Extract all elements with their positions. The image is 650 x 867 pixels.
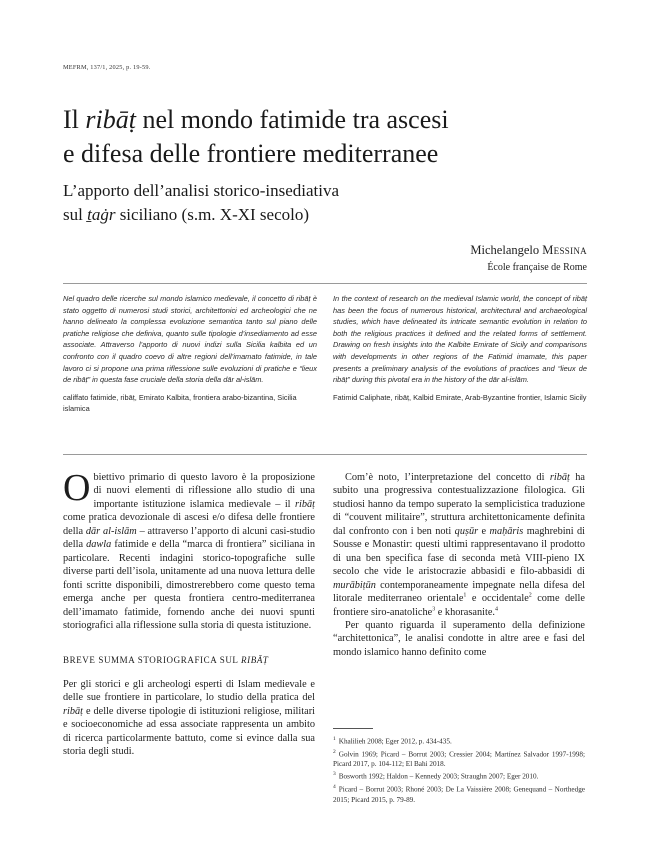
keywords-italian: califfato fatimide, ribāṭ, Emirato Kalbita, frontiera arabo-bizantina, Sicilia islamica	[63, 392, 297, 414]
author-name	[470, 243, 587, 258]
divider-abstract	[63, 454, 587, 455]
footnote	[333, 734, 585, 747]
abstract-english	[333, 293, 587, 403]
article-title-line-1	[63, 105, 449, 135]
footnotes	[333, 734, 585, 805]
section-heading	[63, 654, 315, 667]
author-first-name: Michelangelo	[470, 243, 540, 257]
divider-top	[63, 283, 587, 284]
section-paragraph: Per gli storici e gli archeologi esperti di Islam medievale e delle sue frontiere in particolare, lo studio della pratica del ribāṭ e delle diverse tipologie di istituzioni religiose, militari e socioeconomiche ad essa associate rappresenta un ambito di ricerca particolarmente battuto, come si evince dalla sua storia degli studi.	[63, 678, 315, 758]
author-last-name: Messina	[542, 243, 587, 257]
footnote-number: 1	[333, 736, 336, 742]
abstract-italian-text: Nel quadro delle ricerche sul mondo islamico medievale, il concetto di ribāṭ è stato oggetto di numerosi studi storici, architettonici ed archeologici che ne hanno delineato la complessa evoluzione semantica tanto sul piano delle pratiche religiose che definiva, quanto sulle tipologie d’insediamento ad esse associate. Attraverso l’apporto di nuovi indizi sulla Sicilia kalbita ed un confronto con il quadro coevo di altre regioni dell’imamato fatimide, in tale lavoro ci si propone una prima riflessione sulle evoluzioni di pratiche e “lieux de ribāṭ” in questa fase cruciale della storia della dār al-islām.	[63, 294, 317, 385]
body-paragraph-2: Per quanto riguarda il superamento della definizione “architettonica”, le analisi condotte in altre aree e fasi del mondo islamico hanno definito come	[333, 619, 585, 658]
footnote	[333, 747, 585, 770]
article-subtitle-line-1: L’apporto dell’analisi storico-insediativa	[63, 181, 340, 200]
footnote-text: Bosworth 1992; Haldon – Kennedy 2003; Straughn 2007; Eger 2010.	[338, 772, 539, 781]
footnote	[333, 782, 585, 805]
section-heading-term: RIBĀṬ	[241, 655, 269, 666]
footnote-text: Golvin 1969; Picard – Borrut 2003; Cressier 2004; Martínez Salvador 1997-1998; Picard 2017, p. 104-112; El Bahi 2018.	[333, 749, 585, 769]
footnote	[333, 769, 585, 782]
intro-text: biettivo primario di questo lavoro è la proposizione di nuovi elementi di riflessione allo studio di una importante istituzione islamica medievale – il ribāṭ come pratica devozionale di ascesi e/o difesa delle frontiere della dār al-islām – attraverso l’apporto di alcuni casi-studio della dawla fatimide e della “marca di frontiera” siciliana in particolare. Recenti indagini storico-topografiche sulle diverse parti dell’isola, unitamente ad una nuova lettura delle fonti scritte disponibili, dimostrerebbero come questo tema emerga anche per questa frontiera centro-mediterranea dell’imamato fatimide, fornendo anche dei nuovi spunti storiografici alla riflessione sulla storia di questa istituzione.	[63, 472, 315, 631]
title-text: Il	[63, 105, 86, 134]
article-title-line-2: e difesa delle frontiere mediterranee	[63, 139, 439, 168]
body-paragraph-1: Com’è noto, l’interpretazione del concetto di ribāṭ ha subito una progressiva contestualizzazione filologica. Gli studiosi hanno da tempo superato la semplicistica traduzione di “couvent militaire”, struttura architettonicamente definita dal confronto con i ben noti quṣūr e maḥāris maghrebini di Sousse e Monastir: questi ultimi rappresentavano il prodotto di una ben specifica fase di seconda metà VIII-pieno IX secolo che vide le aristocrazie abbasidi e filo-abbasidi di murābiṭūn contemporaneamente impegnate nella difesa del litorale mediterraneo orientale$^1$ e occidentale$^2$ come delle frontiere siro-anatoliche$^3$ e khorasanite.$^4$	[333, 472, 586, 618]
journal-reference: MEFRM, 137/1, 2025, p. 19-59.	[63, 64, 151, 71]
intro-paragraph	[63, 467, 315, 632]
title-term-italic: ribāṭ	[85, 105, 136, 134]
article-subtitle-line-2	[63, 204, 309, 226]
footnote-number: 3	[333, 771, 336, 778]
body-column-left	[63, 467, 315, 759]
keywords-english: Fatimid Caliphate, ribāṭ, Kalbid Emirate, Arab-Byzantine frontier, Islamic Sicily	[333, 392, 587, 402]
subtitle-term-italic: ṯaġr	[87, 205, 116, 224]
footnote-text: Picard – Borrut 2003; Rhoné 2003; De La Vaissière 2008; Genequand – Northedge 2015; Picard 2015, p. 79-89.	[333, 785, 585, 804]
footnote-number: 2	[333, 748, 336, 755]
footnote-number: 4	[333, 783, 336, 790]
abstract-italian	[63, 293, 317, 415]
title-text: nel mondo fatimide tra ascesi	[135, 105, 449, 134]
subtitle-text: sul	[63, 205, 88, 224]
author-affiliation: École française de Rome	[487, 262, 587, 273]
body-column-right	[333, 471, 585, 659]
subtitle-text: siciliano (s.m. X-XI secolo)	[115, 205, 310, 224]
footnote-text: Khalilieh 2008; Eger 2012, p. 434-435.	[338, 737, 452, 746]
footnote-separator	[333, 728, 373, 729]
section-heading-text: BREVE SUMMA STORIOGRAFICA SUL	[63, 655, 239, 666]
drop-cap: O	[63, 467, 91, 509]
abstract-english-text: In the context of research on the medieval Islamic world, the concept of ribāṭ has been the focus of numerous historical, architectural and archaeological studies, which have delineated its intricate semantic evolution in relation to both the religious practices it defined and the related forms of settlement. Drawing on fresh insights into the Kalbite Emirate of Sicily and comparisons with developments in other regions of the Fatimid imamate, this paper presents a preliminary analysis of the evolutions of practices and “lieux de ribāṭ” during this pivotal era in the history of the dār al-islām.	[333, 294, 587, 385]
